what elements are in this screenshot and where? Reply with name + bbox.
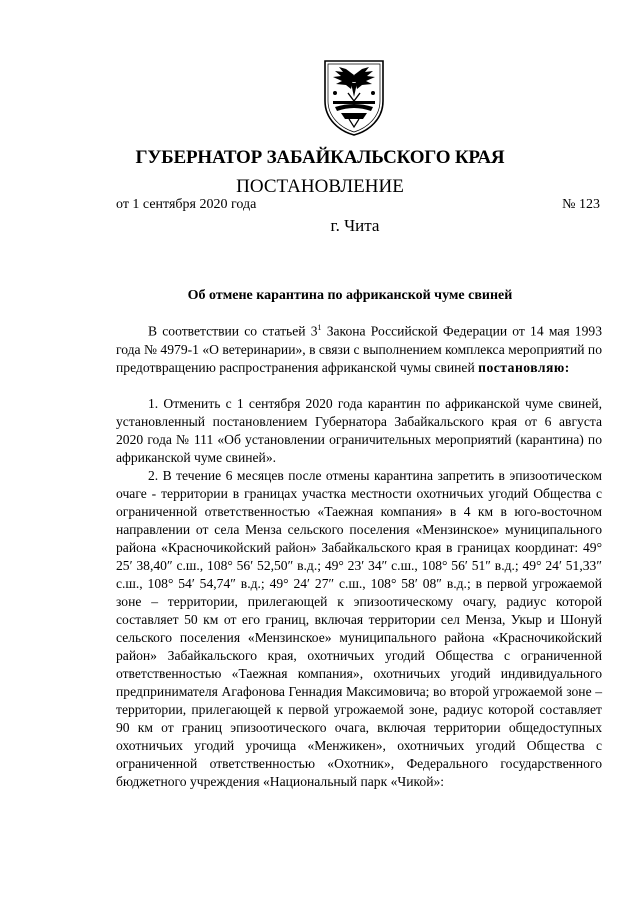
intro-paragraph — [116, 319, 602, 377]
decree-keyword: постановляю: — [478, 359, 570, 375]
article-superscript: 1 — [317, 323, 322, 332]
document-type: ПОСТАНОВЛЕНИЕ — [236, 176, 404, 197]
intro-text-start: В соответствии со статьей 3 — [148, 323, 318, 339]
document-date: от 1 сентября 2020 года — [116, 197, 257, 212]
item-1-paragraph: 1. Отменить с 1 сентября 2020 года карантин по африканской чуме свиней, установленный постановлением Губернатора Забайкальского края от 6 августа 2020 года № 111 «Об установлении ограничительных мероприятий (карантина) по африканской чуме свиней». — [116, 395, 602, 465]
document-body — [116, 319, 602, 791]
document-city: г. Чита — [330, 216, 380, 235]
intro-text-end: Закона Российской Федерации от 14 мая 1993 года № 4979-1 «О ветеринарии», в связи с выполнением комплекса мероприятий по предотвращению распространения африканской чумы свиней — [116, 323, 602, 375]
item-2-paragraph: 2. В течение 6 месяцев после отмены карантина запретить в эпизоотическом очаге - территории в границах участка местности охотничьих угодий Общества с ограниченной ответственностью «Таежная компания» в 4 км в юго-восточном направлении от села Менза сельского поселения «Мензинское» муниципального района «Красночикойский район» Забайкальского края в границах координат: 49° 25′ 38,40″ с.ш., 108° 56′ 52,50″ в.д.; 49° 23′ 34″ с.ш., 108° 56′ 51″ в.д.; 49° 24′ 51,33″ с.ш., 108° 54′ 54,74″ в.д.; 49° 24′ 27″ с.ш., 108° 58′ 08″ в.д.; в первой угрожаемой зоне – территории, прилегающей к эпизоотическому очагу, радиус которой составляет 50 км от его границ, включая территории сел Менза, Укыр и Шонуй сельского поселения «Мензинское» муниципального района «Красночикойский район» Забайкальского края, охотничьих угодий Общества с ограниченной ответственностью «Таежная компания», охотничьих угодий индивидуального предпринимателя Агафонова Геннадия Максимовича; во второй угрожаемой зоне – территории, прилегающей к первой угрожаемой зоне, радиус которой составляет 90 км от границ эпизоотического очага, включая территории общедоступных охотничьих угодий урочища «Менжикен», охотничьих угодий Общества с ограниченной ответственностью «Охотник», Федерального государственного бюджетного учреждения «Национальный парк «Чикой»: — [116, 467, 602, 789]
document-title: Об отмене карантина по африканской чуме свиней — [187, 288, 513, 303]
issuing-authority: ГУБЕРНАТОР ЗАБАЙКАЛЬСКОГО КРАЯ — [135, 147, 505, 168]
document-number: № 123 — [562, 197, 600, 212]
coat-of-arms-emblem — [321, 57, 387, 137]
